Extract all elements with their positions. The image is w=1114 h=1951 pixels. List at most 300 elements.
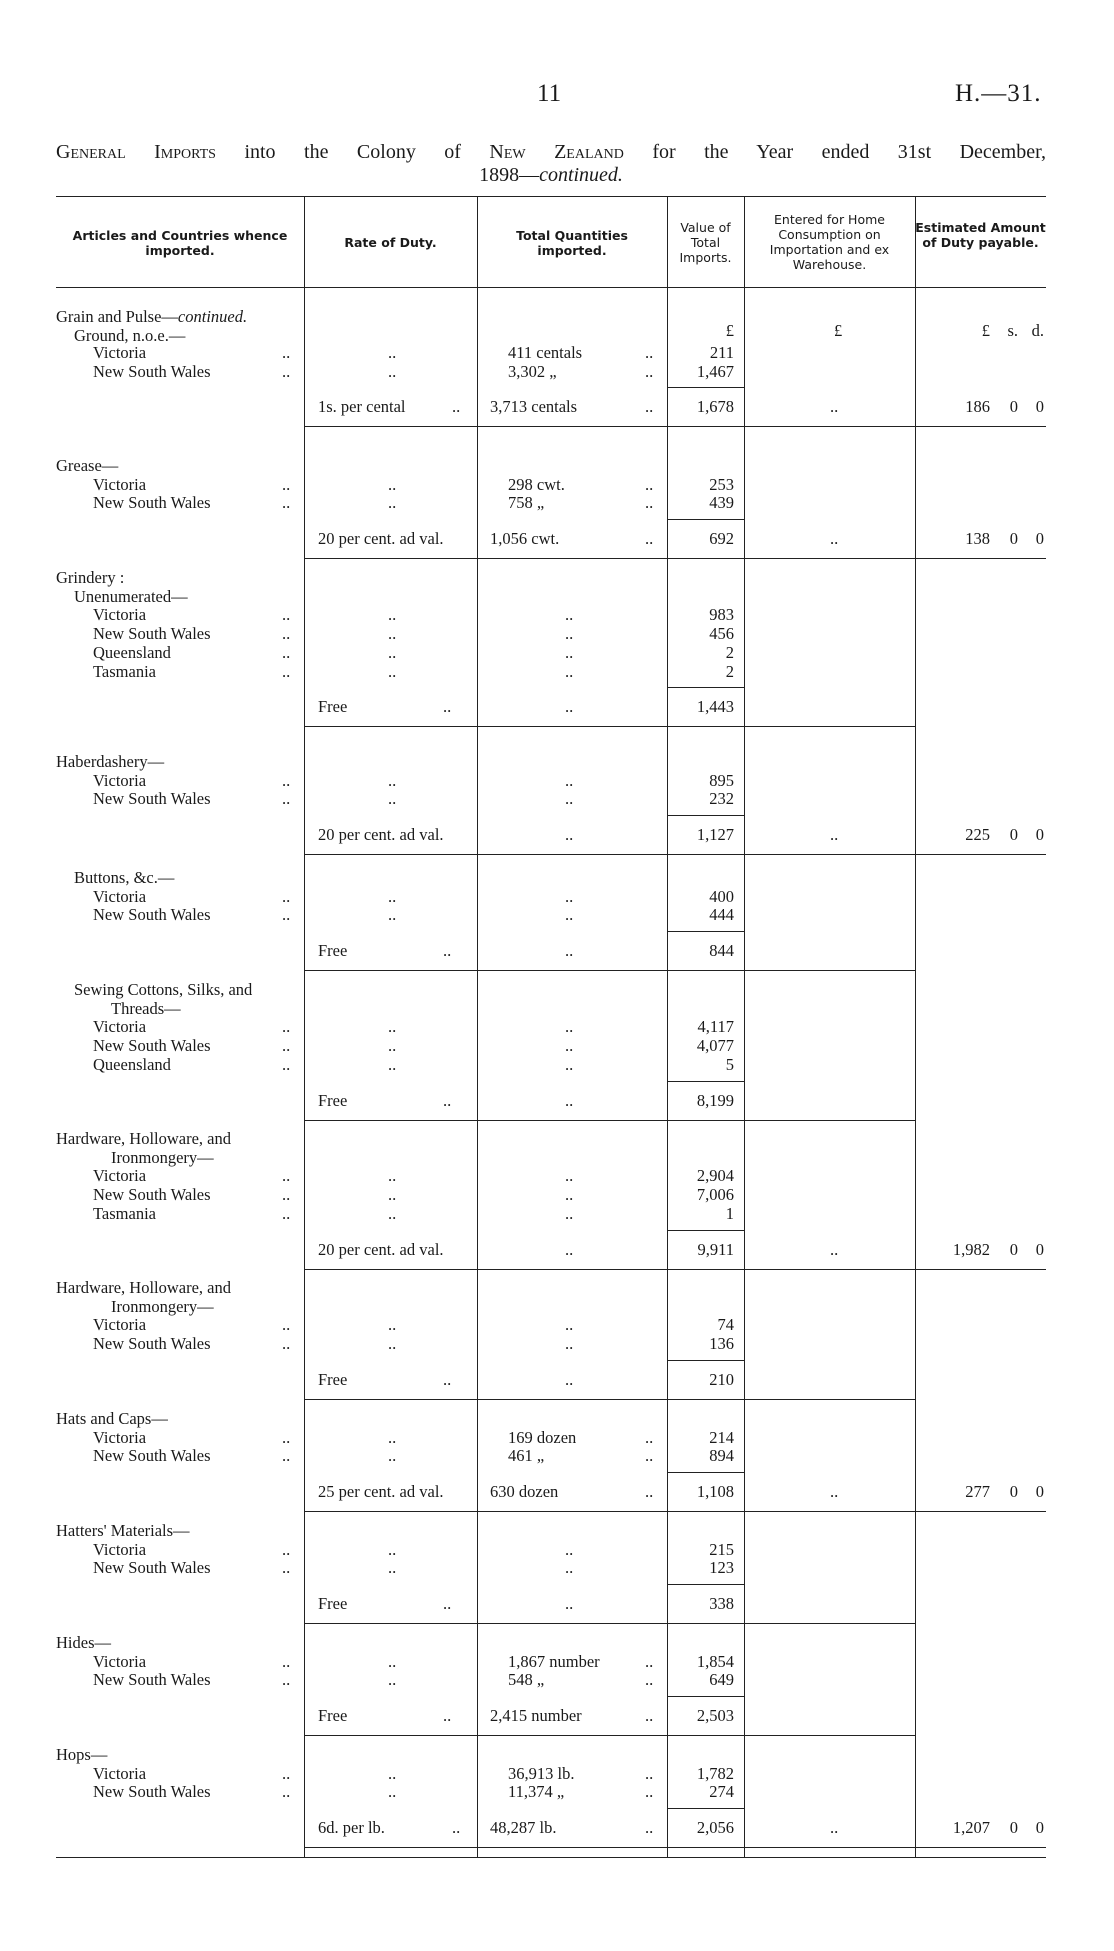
entered-cell: .. — [830, 1818, 839, 1838]
leader-dots: .. — [282, 661, 291, 681]
rate-total: 6d. per lb. — [318, 1818, 385, 1838]
leader-dots: .. — [645, 493, 654, 513]
leader-dots: .. — [443, 1090, 452, 1110]
header-articles: Articles and Countries whence imported. — [72, 228, 288, 258]
rate-cell: .. — [388, 1166, 397, 1186]
leader-dots: .. — [645, 1782, 654, 1802]
table-bottom-rule — [56, 1857, 1046, 1858]
value-cell: 400 — [709, 886, 734, 906]
quantity-cell: .. — [565, 770, 574, 790]
quantity-total: 2,415 number — [490, 1706, 582, 1726]
value-total: 2,503 — [696, 1706, 734, 1726]
title-word: the — [704, 141, 757, 163]
value-cell: 895 — [709, 770, 734, 790]
section-end-rule — [304, 1269, 915, 1270]
duty-end-rule — [915, 558, 1046, 559]
leader-dots: .. — [645, 1651, 654, 1671]
duty-end-rule — [915, 854, 1046, 855]
quantity-cell: .. — [565, 1203, 574, 1223]
rate-total: Free — [318, 941, 348, 961]
leader-dots: .. — [282, 1203, 291, 1223]
section-end-rule — [304, 1511, 915, 1512]
subtotal-rule — [667, 1472, 744, 1473]
value-total: 1,127 — [696, 825, 734, 845]
value-total: 1,108 — [696, 1482, 734, 1502]
section-subheading: Ironmongery— — [111, 1296, 214, 1316]
country-name: New South Wales — [93, 1558, 211, 1578]
section-end-rule — [304, 1623, 915, 1624]
value-cell: 2,904 — [696, 1166, 734, 1186]
quantity-cell: 36,913 lb. — [508, 1763, 575, 1783]
value-cell: 456 — [709, 624, 734, 644]
section-heading: Hats and Caps— — [56, 1409, 168, 1428]
rate-cell: .. — [388, 1670, 397, 1690]
rate-total: Free — [318, 1594, 348, 1614]
quantity-cell: 548 „ — [508, 1670, 545, 1690]
section-heading: Hardware, Holloware, and — [56, 1278, 232, 1297]
rate-cell: .. — [388, 605, 397, 625]
section-heading: Hatters' Materials— — [56, 1521, 190, 1540]
quantity-total: .. — [565, 1594, 574, 1614]
quantity-cell: .. — [565, 789, 574, 809]
section-heading: Buttons, &c.— — [74, 868, 175, 887]
rate-cell: .. — [388, 1203, 397, 1223]
leader-dots: .. — [645, 1446, 654, 1466]
section-subheading: Ironmongery— — [111, 1147, 214, 1167]
value-total: 9,911 — [697, 1239, 734, 1259]
section-heading: Grease— — [56, 456, 119, 475]
country-name: Queensland — [93, 1054, 171, 1074]
document-title-year — [56, 164, 1046, 187]
section-end-rule — [304, 726, 915, 727]
country-name: Queensland — [93, 642, 171, 662]
country-name: New South Wales — [93, 1334, 211, 1354]
rate-cell: .. — [388, 493, 397, 513]
rate-total: 20 per cent. ad val. — [318, 529, 444, 549]
section-end-rule — [304, 970, 915, 971]
value-cell: 4,117 — [697, 1017, 734, 1037]
country-name: New South Wales — [93, 361, 211, 381]
duty-end-rule — [915, 1269, 1046, 1270]
country-name: New South Wales — [93, 493, 211, 513]
rate-total: Free — [318, 697, 348, 717]
leader-dots: .. — [282, 789, 291, 809]
duty-pence: 0 — [1035, 1239, 1044, 1259]
leader-dots: .. — [645, 474, 654, 494]
leader-dots: .. — [282, 1185, 291, 1205]
country-name: Victoria — [93, 1166, 147, 1186]
country-name: Tasmania — [93, 1203, 156, 1223]
leader-dots: .. — [282, 1017, 291, 1037]
section-end-rule — [304, 1120, 915, 1121]
duty-pence: 0 — [1035, 825, 1044, 845]
column-divider — [915, 196, 916, 1857]
leader-dots: .. — [282, 361, 291, 381]
leader-dots: .. — [645, 1670, 654, 1690]
quantity-cell: .. — [565, 1036, 574, 1056]
pound-sign: £ — [981, 321, 990, 340]
value-cell: 1,467 — [696, 361, 734, 381]
quantity-cell: .. — [565, 661, 574, 681]
quantity-cell: 461 „ — [508, 1446, 545, 1466]
country-name: Victoria — [93, 1017, 147, 1037]
title-word: New — [489, 141, 555, 163]
section-subheading: Ground, n.o.e.— — [74, 325, 186, 345]
section-subheading: Unenumerated— — [74, 586, 188, 606]
duty-end-rule — [915, 426, 1046, 427]
rate-cell: .. — [388, 343, 397, 362]
section-heading: Haberdashery— — [56, 752, 165, 771]
rate-cell: .. — [388, 886, 397, 906]
leader-dots: .. — [443, 1369, 452, 1389]
leader-dots: .. — [282, 1446, 291, 1466]
value-cell: 1 — [725, 1203, 734, 1223]
rate-cell: .. — [388, 1185, 397, 1205]
rate-cell: .. — [388, 789, 397, 809]
leader-dots: .. — [645, 1763, 654, 1783]
country-name: Victoria — [93, 770, 147, 790]
quantity-cell: .. — [565, 1539, 574, 1559]
quantity-cell: 411 centals — [508, 343, 583, 362]
value-cell: 2 — [725, 642, 734, 662]
country-name: Victoria — [93, 1427, 147, 1447]
leader-dots: .. — [443, 697, 452, 717]
rate-cell: .. — [388, 642, 397, 662]
country-name: Victoria — [93, 343, 147, 362]
value-cell: 74 — [717, 1315, 734, 1335]
value-total: 2,056 — [696, 1818, 734, 1838]
quantity-cell: .. — [565, 905, 574, 925]
leader-dots: .. — [282, 1558, 291, 1578]
duty-shillings: 0 — [1009, 1239, 1018, 1259]
duty-pounds: 1,207 — [952, 1818, 990, 1838]
title-word: 31st — [897, 141, 960, 163]
value-cell: 4,077 — [696, 1036, 734, 1056]
title-word: Year — [756, 141, 822, 163]
quantity-total: 3,713 centals — [490, 397, 578, 417]
rate-cell: .. — [388, 1054, 397, 1074]
quantity-total: 1,056 cwt. — [490, 529, 560, 549]
country-name: New South Wales — [93, 1446, 211, 1466]
quantity-total: .. — [565, 1369, 574, 1389]
value-total: 1,678 — [696, 397, 734, 417]
value-cell: 274 — [709, 1782, 734, 1802]
subtotal-rule — [667, 1584, 744, 1585]
section-end-rule — [304, 426, 915, 427]
leader-dots: .. — [282, 642, 291, 662]
leader-dots: .. — [452, 1818, 461, 1838]
leader-dots: .. — [645, 397, 654, 417]
value-cell: 439 — [709, 493, 734, 513]
value-cell: 253 — [709, 474, 734, 494]
leader-dots: .. — [282, 1763, 291, 1783]
document-reference: H.—31. — [955, 80, 1042, 107]
duty-pounds: 186 — [965, 397, 990, 417]
value-cell: 232 — [709, 789, 734, 809]
rate-cell: .. — [388, 1763, 397, 1783]
section-heading: Grindery : — [56, 568, 125, 587]
entered-cell: .. — [830, 397, 839, 417]
pound-sign: £ — [725, 321, 734, 340]
quantity-cell: 1,867 number — [508, 1651, 600, 1671]
entered-cell: .. — [830, 825, 839, 845]
entered-cell: .. — [830, 529, 839, 549]
value-total: 844 — [709, 941, 734, 961]
document-title — [56, 140, 1046, 164]
leader-dots: .. — [645, 1706, 654, 1726]
subtotal-rule — [667, 1360, 744, 1361]
value-total: 1,443 — [696, 697, 734, 717]
quantity-cell: .. — [565, 1166, 574, 1186]
duty-pounds: 277 — [965, 1482, 990, 1502]
subtotal-rule — [667, 687, 744, 688]
section-end-rule — [304, 1735, 915, 1736]
country-name: Victoria — [93, 474, 147, 494]
duty-shillings: 0 — [1009, 825, 1018, 845]
duty-pence: 0 — [1035, 1818, 1044, 1838]
rate-cell: .. — [388, 1782, 397, 1802]
duty-end-rule — [915, 1847, 1046, 1848]
quantity-cell: 298 cwt. — [508, 474, 565, 494]
value-cell: 444 — [709, 905, 734, 925]
duty-pence: 0 — [1035, 1482, 1044, 1502]
leader-dots: .. — [282, 1334, 291, 1354]
country-name: New South Wales — [93, 789, 211, 809]
leader-dots: .. — [282, 493, 291, 513]
rate-cell: .. — [388, 474, 397, 494]
value-cell: 2 — [725, 661, 734, 681]
quantity-total: .. — [565, 1090, 574, 1110]
subtotal-rule — [667, 1696, 744, 1697]
title-year: 1898— — [479, 164, 540, 186]
country-name: New South Wales — [93, 1036, 211, 1056]
title-word: the — [304, 141, 357, 163]
subtotal-rule — [667, 1808, 744, 1809]
rate-total: 25 per cent. ad val. — [318, 1482, 444, 1502]
quantity-cell: 3,302 „ — [508, 361, 557, 381]
rate-cell: .. — [388, 770, 397, 790]
duty-pence: 0 — [1035, 397, 1044, 417]
title-word: December, — [959, 141, 1046, 163]
subtotal-rule — [667, 815, 744, 816]
country-name: New South Wales — [93, 624, 211, 644]
pence-label: d. — [1031, 321, 1044, 340]
title-word: Colony — [356, 141, 445, 163]
title-continued: continued. — [539, 164, 623, 186]
rate-cell: .. — [388, 1017, 397, 1037]
subtotal-rule — [667, 931, 744, 932]
shillings-label: s. — [1007, 321, 1018, 340]
country-name: Victoria — [93, 1315, 147, 1335]
leader-dots: .. — [282, 905, 291, 925]
country-name: Victoria — [93, 605, 147, 625]
leader-dots: .. — [645, 1427, 654, 1447]
rate-cell: .. — [388, 1558, 397, 1578]
value-cell: 894 — [709, 1446, 734, 1466]
column-divider — [744, 196, 745, 1857]
value-total: 210 — [709, 1369, 734, 1389]
leader-dots: .. — [443, 941, 452, 961]
quantity-cell: .. — [565, 886, 574, 906]
title-word: General — [56, 141, 155, 163]
quantity-cell: .. — [565, 605, 574, 625]
rate-total: 20 per cent. ad val. — [318, 1239, 444, 1259]
subtotal-rule — [667, 1230, 744, 1231]
section-end-rule — [304, 1399, 915, 1400]
rate-cell: .. — [388, 361, 397, 381]
duty-shillings: 0 — [1009, 529, 1018, 549]
leader-dots: .. — [282, 1427, 291, 1447]
leader-dots: .. — [282, 624, 291, 644]
country-name: New South Wales — [93, 905, 211, 925]
quantity-cell: .. — [565, 1017, 574, 1037]
title-word: into — [244, 141, 305, 163]
duty-shillings: 0 — [1009, 1818, 1018, 1838]
rate-cell: .. — [388, 1036, 397, 1056]
page-number: 11 — [537, 80, 562, 107]
leader-dots: .. — [452, 397, 461, 417]
quantity-cell: .. — [565, 624, 574, 644]
header-rate: Rate of Duty. — [344, 235, 437, 250]
rate-cell: .. — [388, 624, 397, 644]
subtotal-rule — [667, 519, 744, 520]
section-end-rule — [304, 1847, 915, 1848]
section-heading: Hardware, Holloware, and — [56, 1129, 232, 1148]
quantity-total: .. — [565, 941, 574, 961]
value-cell: 136 — [709, 1334, 734, 1354]
rate-cell: .. — [388, 905, 397, 925]
duty-pence: 0 — [1035, 529, 1044, 549]
value-total: 692 — [709, 529, 734, 549]
header-bottom-rule — [56, 287, 1046, 288]
duty-pounds: 1,982 — [952, 1239, 990, 1259]
leader-dots: .. — [282, 1782, 291, 1802]
title-word: ended — [821, 141, 898, 163]
quantity-total: .. — [565, 697, 574, 717]
header-value: Value of Total Imports. — [679, 220, 732, 265]
rate-cell: .. — [388, 1427, 397, 1447]
country-name: Tasmania — [93, 661, 156, 681]
value-cell: 983 — [709, 605, 734, 625]
duty-shillings: 0 — [1009, 397, 1018, 417]
quantity-total: .. — [565, 825, 574, 845]
leader-dots: .. — [645, 361, 654, 381]
leader-dots: .. — [282, 1166, 291, 1186]
column-divider — [477, 196, 478, 1857]
leader-dots: .. — [282, 1651, 291, 1671]
header-estimated: Estimated Amount of Duty payable. — [915, 220, 1046, 250]
leader-dots: .. — [282, 886, 291, 906]
country-name: Victoria — [93, 1763, 147, 1783]
leader-dots: .. — [282, 1539, 291, 1559]
rate-total: Free — [318, 1369, 348, 1389]
title-word: of — [444, 141, 490, 163]
value-total: 8,199 — [696, 1090, 734, 1110]
pound-sign: £ — [834, 321, 843, 340]
rate-total: Free — [318, 1090, 348, 1110]
rate-total: Free — [318, 1706, 348, 1726]
country-name: New South Wales — [93, 1782, 211, 1802]
section-heading: Hops— — [56, 1745, 108, 1764]
title-word: Imports — [154, 141, 245, 163]
leader-dots: .. — [443, 1706, 452, 1726]
country-name: Victoria — [93, 1651, 147, 1671]
section-heading-text: Grain and Pulse— — [56, 307, 178, 326]
quantity-cell: .. — [565, 1558, 574, 1578]
value-cell: 211 — [709, 343, 734, 362]
duty-end-rule — [915, 1511, 1046, 1512]
leader-dots: .. — [282, 343, 291, 362]
header-quantities: Total Quantities imported. — [516, 228, 628, 258]
rate-cell: .. — [388, 1334, 397, 1354]
leader-dots: .. — [282, 474, 291, 494]
leader-dots: .. — [282, 1670, 291, 1690]
quantity-total: 48,287 lb. — [490, 1818, 557, 1838]
rate-cell: .. — [388, 1446, 397, 1466]
column-divider — [304, 196, 305, 1857]
section-heading: Sewing Cottons, Silks, and — [74, 980, 253, 999]
duty-pounds: 225 — [965, 825, 990, 845]
value-cell: 649 — [709, 1670, 734, 1690]
rate-cell: .. — [388, 1315, 397, 1335]
leader-dots: .. — [645, 1482, 654, 1502]
duty-shillings: 0 — [1009, 1482, 1018, 1502]
value-cell: 1,854 — [696, 1651, 734, 1671]
leader-dots: .. — [645, 343, 654, 362]
title-word: for — [652, 141, 705, 163]
country-name: New South Wales — [93, 1185, 211, 1205]
section-heading-continued: continued. — [177, 307, 248, 326]
value-cell: 214 — [709, 1427, 734, 1447]
subtotal-rule — [667, 1081, 744, 1082]
quantity-cell: .. — [565, 1185, 574, 1205]
value-total: 338 — [709, 1594, 734, 1614]
quantity-total: 630 dozen — [490, 1482, 559, 1502]
quantity-cell: 169 dozen — [508, 1427, 577, 1447]
header-entered: Entered for Home Consumption on Importation and ex Warehouse. — [769, 212, 890, 272]
rate-total: 1s. per cental — [318, 397, 406, 417]
quantity-cell: 11,374 „ — [508, 1782, 565, 1802]
rate-cell: .. — [388, 1539, 397, 1559]
entered-cell: .. — [830, 1482, 839, 1502]
quantity-total: .. — [565, 1239, 574, 1259]
quantity-cell: .. — [565, 1054, 574, 1074]
rate-cell: .. — [388, 661, 397, 681]
section-subheading: Threads— — [111, 998, 181, 1018]
subtotal-rule — [667, 387, 744, 388]
leader-dots: .. — [282, 1036, 291, 1056]
country-name: Victoria — [93, 1539, 147, 1559]
value-cell: 1,782 — [696, 1763, 734, 1783]
section-end-rule — [304, 558, 915, 559]
leader-dots: .. — [282, 1315, 291, 1335]
leader-dots: .. — [443, 1594, 452, 1614]
value-cell: 5 — [725, 1054, 734, 1074]
value-cell: 123 — [709, 1558, 734, 1578]
leader-dots: .. — [282, 1054, 291, 1074]
leader-dots: .. — [282, 770, 291, 790]
table-top-rule — [56, 196, 1046, 197]
quantity-cell: .. — [565, 642, 574, 662]
rate-cell: .. — [388, 1651, 397, 1671]
value-cell: 215 — [709, 1539, 734, 1559]
leader-dots: .. — [645, 529, 654, 549]
entered-cell: .. — [830, 1239, 839, 1259]
leader-dots: .. — [645, 1818, 654, 1838]
section-heading: Hides— — [56, 1633, 111, 1652]
country-name: Victoria — [93, 886, 147, 906]
duty-pounds: 138 — [965, 529, 990, 549]
